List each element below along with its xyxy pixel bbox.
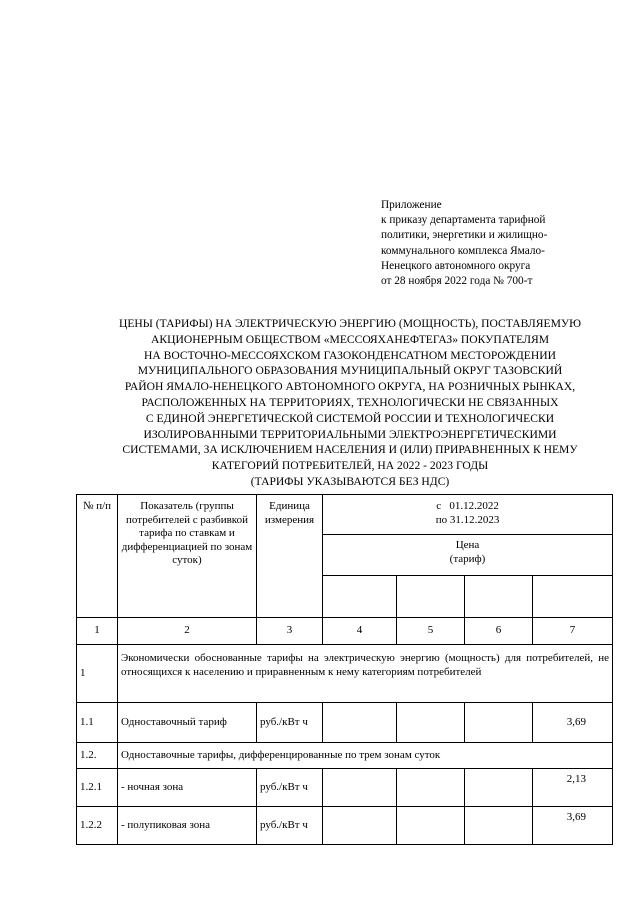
row-value: 2,13 — [533, 769, 613, 807]
header-indicator: Показатель (группы потребителей с разбивкой тарифа по ставкам и дифференциацией по зонам суток) — [118, 495, 257, 618]
section-num: 1.2. — [77, 743, 118, 769]
title-line: РАСПОЛОЖЕННЫХ НА ТЕРРИТОРИЯХ, ТЕХНОЛОГИЧЕСКИ НЕ СВЯЗАННЫХ — [141, 395, 559, 409]
header-num: № п/п — [77, 495, 118, 618]
document-title — [60, 316, 640, 490]
empty-cell — [323, 576, 397, 618]
empty-cell — [465, 807, 533, 845]
col-number: 3 — [257, 618, 323, 645]
empty-cell — [323, 769, 397, 807]
header-row — [77, 495, 613, 535]
title-line: КАТЕГОРИЙ ПОТРЕБИТЕЛЕЙ, НА 2022 - 2023 ГОДЫ — [211, 459, 489, 473]
empty-cell — [465, 576, 533, 618]
empty-cell — [465, 703, 533, 743]
empty-cell — [323, 703, 397, 743]
annex-line: политики, энергетики и жилищно- — [381, 229, 548, 242]
tariff-table — [76, 494, 613, 845]
price-sublabel: (тариф) — [449, 552, 486, 565]
title-line: АКЦИОНЕРНЫМ ОБЩЕСТВОМ «МЕССОЯХАНЕФТЕГАЗ» ПОКУПАТЕЛЯМ — [150, 332, 550, 346]
row-num: 1.2.2 — [77, 807, 118, 845]
annex-line: Приложение — [381, 199, 442, 211]
header-unit: Единица измерения — [257, 495, 323, 618]
title-line: ЦЕНЫ (ТАРИФЫ) НА ЭЛЕКТРИЧЕСКУЮ ЭНЕРГИЮ (МОЩНОСТЬ), ПОСТАВЛЯЕМУЮ — [118, 317, 582, 330]
row-num: 1.1 — [77, 703, 118, 743]
row-value: 3,69 — [533, 807, 613, 845]
annex-line: коммунального комплекса Ямало- — [381, 244, 545, 257]
section-row — [77, 645, 613, 703]
title-line: МУНИЦИПАЛЬНОГО ОБРАЗОВАНИЯ МУНИЦИПАЛЬНЫЙ ОКРУГ ТАЗОВСКИЙ — [137, 364, 563, 378]
subsection-row — [77, 743, 613, 769]
title-line: ИЗОЛИРОВАННЫМИ ТЕРРИТОРИАЛЬНЫМИ ЭЛЕКТРОЭНЕРГЕТИЧЕСКИМИ — [143, 427, 557, 441]
empty-cell — [533, 576, 613, 618]
col-number: 2 — [118, 618, 257, 645]
period-from: с 01.12.2022 — [436, 500, 499, 512]
section-num: 1 — [77, 645, 118, 703]
header-period — [323, 495, 613, 535]
title-line: (ТАРИФЫ УКАЗЫВАЮТСЯ БЕЗ НДС) — [250, 474, 450, 488]
row-unit: руб./кВт ч — [257, 703, 323, 743]
table-row — [77, 769, 613, 807]
row-name: Одноставочный тариф — [118, 703, 257, 743]
annex-block — [381, 198, 621, 289]
title-line: НА ВОСТОЧНО-МЕССОЯХСКОМ ГАЗОКОНДЕНСАТНОМ МЕСТОРОЖДЕНИИ — [144, 348, 556, 362]
period-to: по 31.12.2023 — [435, 513, 500, 526]
empty-cell — [465, 769, 533, 807]
col-number: 5 — [397, 618, 465, 645]
title-line: С ЕДИНОЙ ЭНЕРГЕТИЧЕСКОЙ СИСТЕМОЙ РОССИИ И ТЕХНОЛОГИЧЕСКИ — [145, 411, 555, 425]
col-number: 4 — [323, 618, 397, 645]
row-num: 1.2.1 — [77, 769, 118, 807]
row-name: - полупиковая зона — [118, 807, 257, 845]
annex-line: от 28 ноября 2022 года № 700-т — [381, 275, 533, 288]
empty-cell — [323, 807, 397, 845]
title-line: РАЙОН ЯМАЛО-НЕНЕЦКОГО АВТОНОМНОГО ОКРУГА, НА РОЗНИЧНЫХ РЫНКАХ, — [124, 380, 576, 394]
header-price — [323, 535, 613, 576]
col-number: 6 — [465, 618, 533, 645]
annex-line: к приказу департамента тарифной — [381, 214, 546, 227]
section-text: Экономически обоснованные тарифы на электрическую энергию (мощность) для потребителей, не относящихся к населению и приравненным к нему категориям потребителей — [118, 645, 613, 703]
empty-cell — [397, 807, 465, 845]
row-value: 3,69 — [533, 703, 613, 743]
empty-cell — [397, 769, 465, 807]
title-line: СИСТЕМАМИ, ЗА ИСКЛЮЧЕНИЕМ НАСЕЛЕНИЯ И (ИЛИ) ПРИРАВНЕННЫХ К НЕМУ — [122, 443, 578, 457]
column-numbers-row — [77, 618, 613, 645]
col-number: 7 — [533, 618, 613, 645]
row-name: - ночная зона — [118, 769, 257, 807]
row-unit: руб./кВт ч — [257, 807, 323, 845]
annex-line: Ненецкого автономного округа — [381, 259, 531, 272]
row-unit: руб./кВт ч — [257, 769, 323, 807]
col-number: 1 — [77, 618, 118, 645]
table-row — [77, 703, 613, 743]
price-label: Цена — [455, 539, 480, 551]
section-text: Одноставочные тарифы, дифференцированные по трем зонам суток — [118, 743, 613, 769]
table-row — [77, 807, 613, 845]
empty-cell — [397, 576, 465, 618]
empty-cell — [397, 703, 465, 743]
